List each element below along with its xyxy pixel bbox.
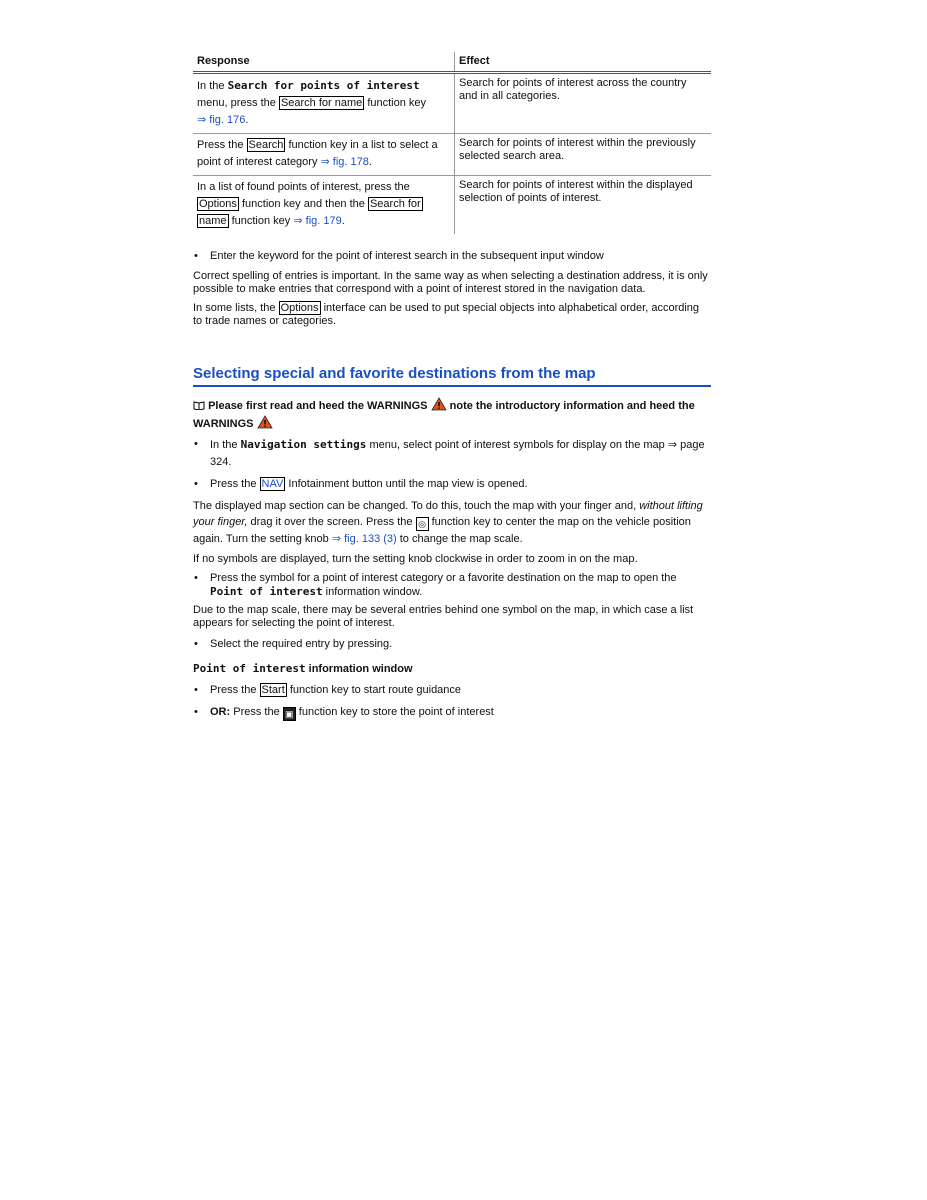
response-text: function key and then the (238, 198, 368, 210)
search-for-name-key: Search for name (280, 97, 363, 109)
fig-178-link[interactable]: ⇒ fig. 178 (320, 156, 369, 168)
bullet-navigation-settings (193, 436, 711, 471)
bullet-store-poi (193, 704, 711, 721)
paragraph-text: drag it over the screen. Press the (247, 516, 416, 528)
effect-cell: Search for points of interest within the previously selected search area. (455, 134, 712, 176)
response-cell (193, 134, 455, 176)
warning-triangle-icon (257, 415, 273, 429)
bullet-text: function key to store the point of interest (295, 706, 494, 718)
search-for-name-key: Search for (369, 198, 421, 210)
menu-name: Search for points of interest (227, 79, 420, 92)
bullet-text: In the (210, 439, 241, 451)
response-text: . (368, 156, 372, 168)
effect-cell: Search for points of interest across the country and in all categories. (455, 73, 712, 134)
paragraph-map-section (193, 498, 711, 547)
subheading-text: information window (305, 663, 413, 675)
fig-176-link[interactable]: ⇒ fig. 176 (197, 114, 246, 126)
paragraph-text: The displayed map section can be changed. To do this, touch the map with your finger and, (193, 500, 640, 512)
warning-text: note the introductory information and heed the WARNINGS (193, 400, 695, 430)
bullet-text: Press the symbol for a point of interest category or a favorite destination on the map to open the (210, 572, 677, 584)
response-text: . (341, 215, 345, 227)
paragraph-text: to change the map scale. (396, 533, 523, 545)
or-label: OR: (210, 706, 231, 718)
fig-133-link[interactable]: ⇒ fig. 133 (3) (331, 533, 397, 545)
window-name: Point of interest (193, 662, 306, 675)
bullet-press-symbol (193, 572, 711, 599)
warning-notice (193, 397, 711, 433)
response-text: Press the (197, 139, 247, 151)
bullet-text: function key to start route guidance (286, 684, 462, 696)
start-key: Start (261, 684, 285, 696)
save-icon: ▣ (283, 707, 296, 721)
paragraph-options (193, 302, 711, 328)
column-header-response: Response (193, 52, 455, 73)
response-effect-table (193, 52, 711, 234)
response-cell (193, 73, 455, 134)
bullet-text: Press the (230, 706, 283, 718)
bullet-select-entry: • Select the required entry by pressing. (193, 636, 711, 653)
response-text: function key (364, 97, 427, 109)
options-key: Options (280, 302, 319, 314)
bullet-enter-keyword: • Enter the keyword for the point of interest search in the subsequent input window (193, 248, 711, 265)
response-text: function key in a list to select a point of interest category (197, 139, 438, 168)
subheading-poi-window (193, 661, 711, 677)
section-title: Selecting special and favorite destinations from the map (193, 364, 711, 387)
column-header-effect: Effect (455, 52, 712, 73)
response-text: menu, press the (197, 97, 279, 109)
fig-179-link[interactable]: ⇒ fig. 179 (293, 215, 342, 227)
book-icon (193, 400, 205, 410)
bullet-text: Infotainment button until the map view is opened. (285, 478, 528, 490)
table-header-row (193, 52, 711, 73)
menu-name: Navigation settings (240, 438, 367, 451)
bullet-text: Press the (210, 478, 260, 490)
manual-page (193, 52, 711, 726)
bullet-text: menu, select point of interest symbols for display on the map ⇒ page 324. (210, 439, 705, 468)
paragraph-text: In some lists, the (193, 302, 279, 314)
window-name: Point of interest (210, 585, 323, 598)
response-text: In a list of found points of interest, press the (197, 181, 410, 193)
center-map-icon: ◎ (416, 517, 429, 531)
response-cell (193, 176, 455, 235)
search-key: Search (248, 139, 284, 151)
warning-text: Please first read and heed the WARNINGS (208, 400, 431, 412)
nav-button: NAV (261, 478, 284, 490)
table-row (193, 134, 711, 176)
table-row (193, 176, 711, 235)
search-for-name-key-continued: name (199, 215, 227, 227)
paragraph-text: function key to center the map on the vehicle position again. Turn the setting knob (193, 516, 691, 545)
table-row (193, 73, 711, 134)
paragraph-text: interface can be used to put special objects into alphabetical order, according to trade names or categories. (193, 302, 700, 327)
response-text: In the (197, 80, 228, 92)
bullet-text: Press the (210, 684, 260, 696)
effect-cell: Search for points of interest within the displayed selection of points of interest. (459, 179, 693, 204)
paragraph-spelling: Correct spelling of entries is important. In the same way as when selecting a destination address, it is only possible to make entries that correspond with a point of interest stored in the navigation data. (193, 270, 708, 295)
response-text: function key (228, 215, 294, 227)
response-text: . (245, 114, 249, 126)
paragraph-map-scale: Due to the map scale, there may be several entries behind one symbol on the map, in which case a list appears for selecting the point of interest. (193, 604, 694, 629)
options-key: Options (199, 198, 237, 210)
bullet-start-key (193, 682, 711, 699)
paragraph-italic: without lifting your finger, (193, 500, 703, 528)
bullet-text: information window. (322, 586, 423, 598)
bullet-nav-button (193, 476, 711, 493)
paragraph-zoom: If no symbols are displayed, turn the setting knob clockwise in order to zoom in on the map. (193, 553, 638, 565)
warning-triangle-icon (431, 397, 447, 411)
